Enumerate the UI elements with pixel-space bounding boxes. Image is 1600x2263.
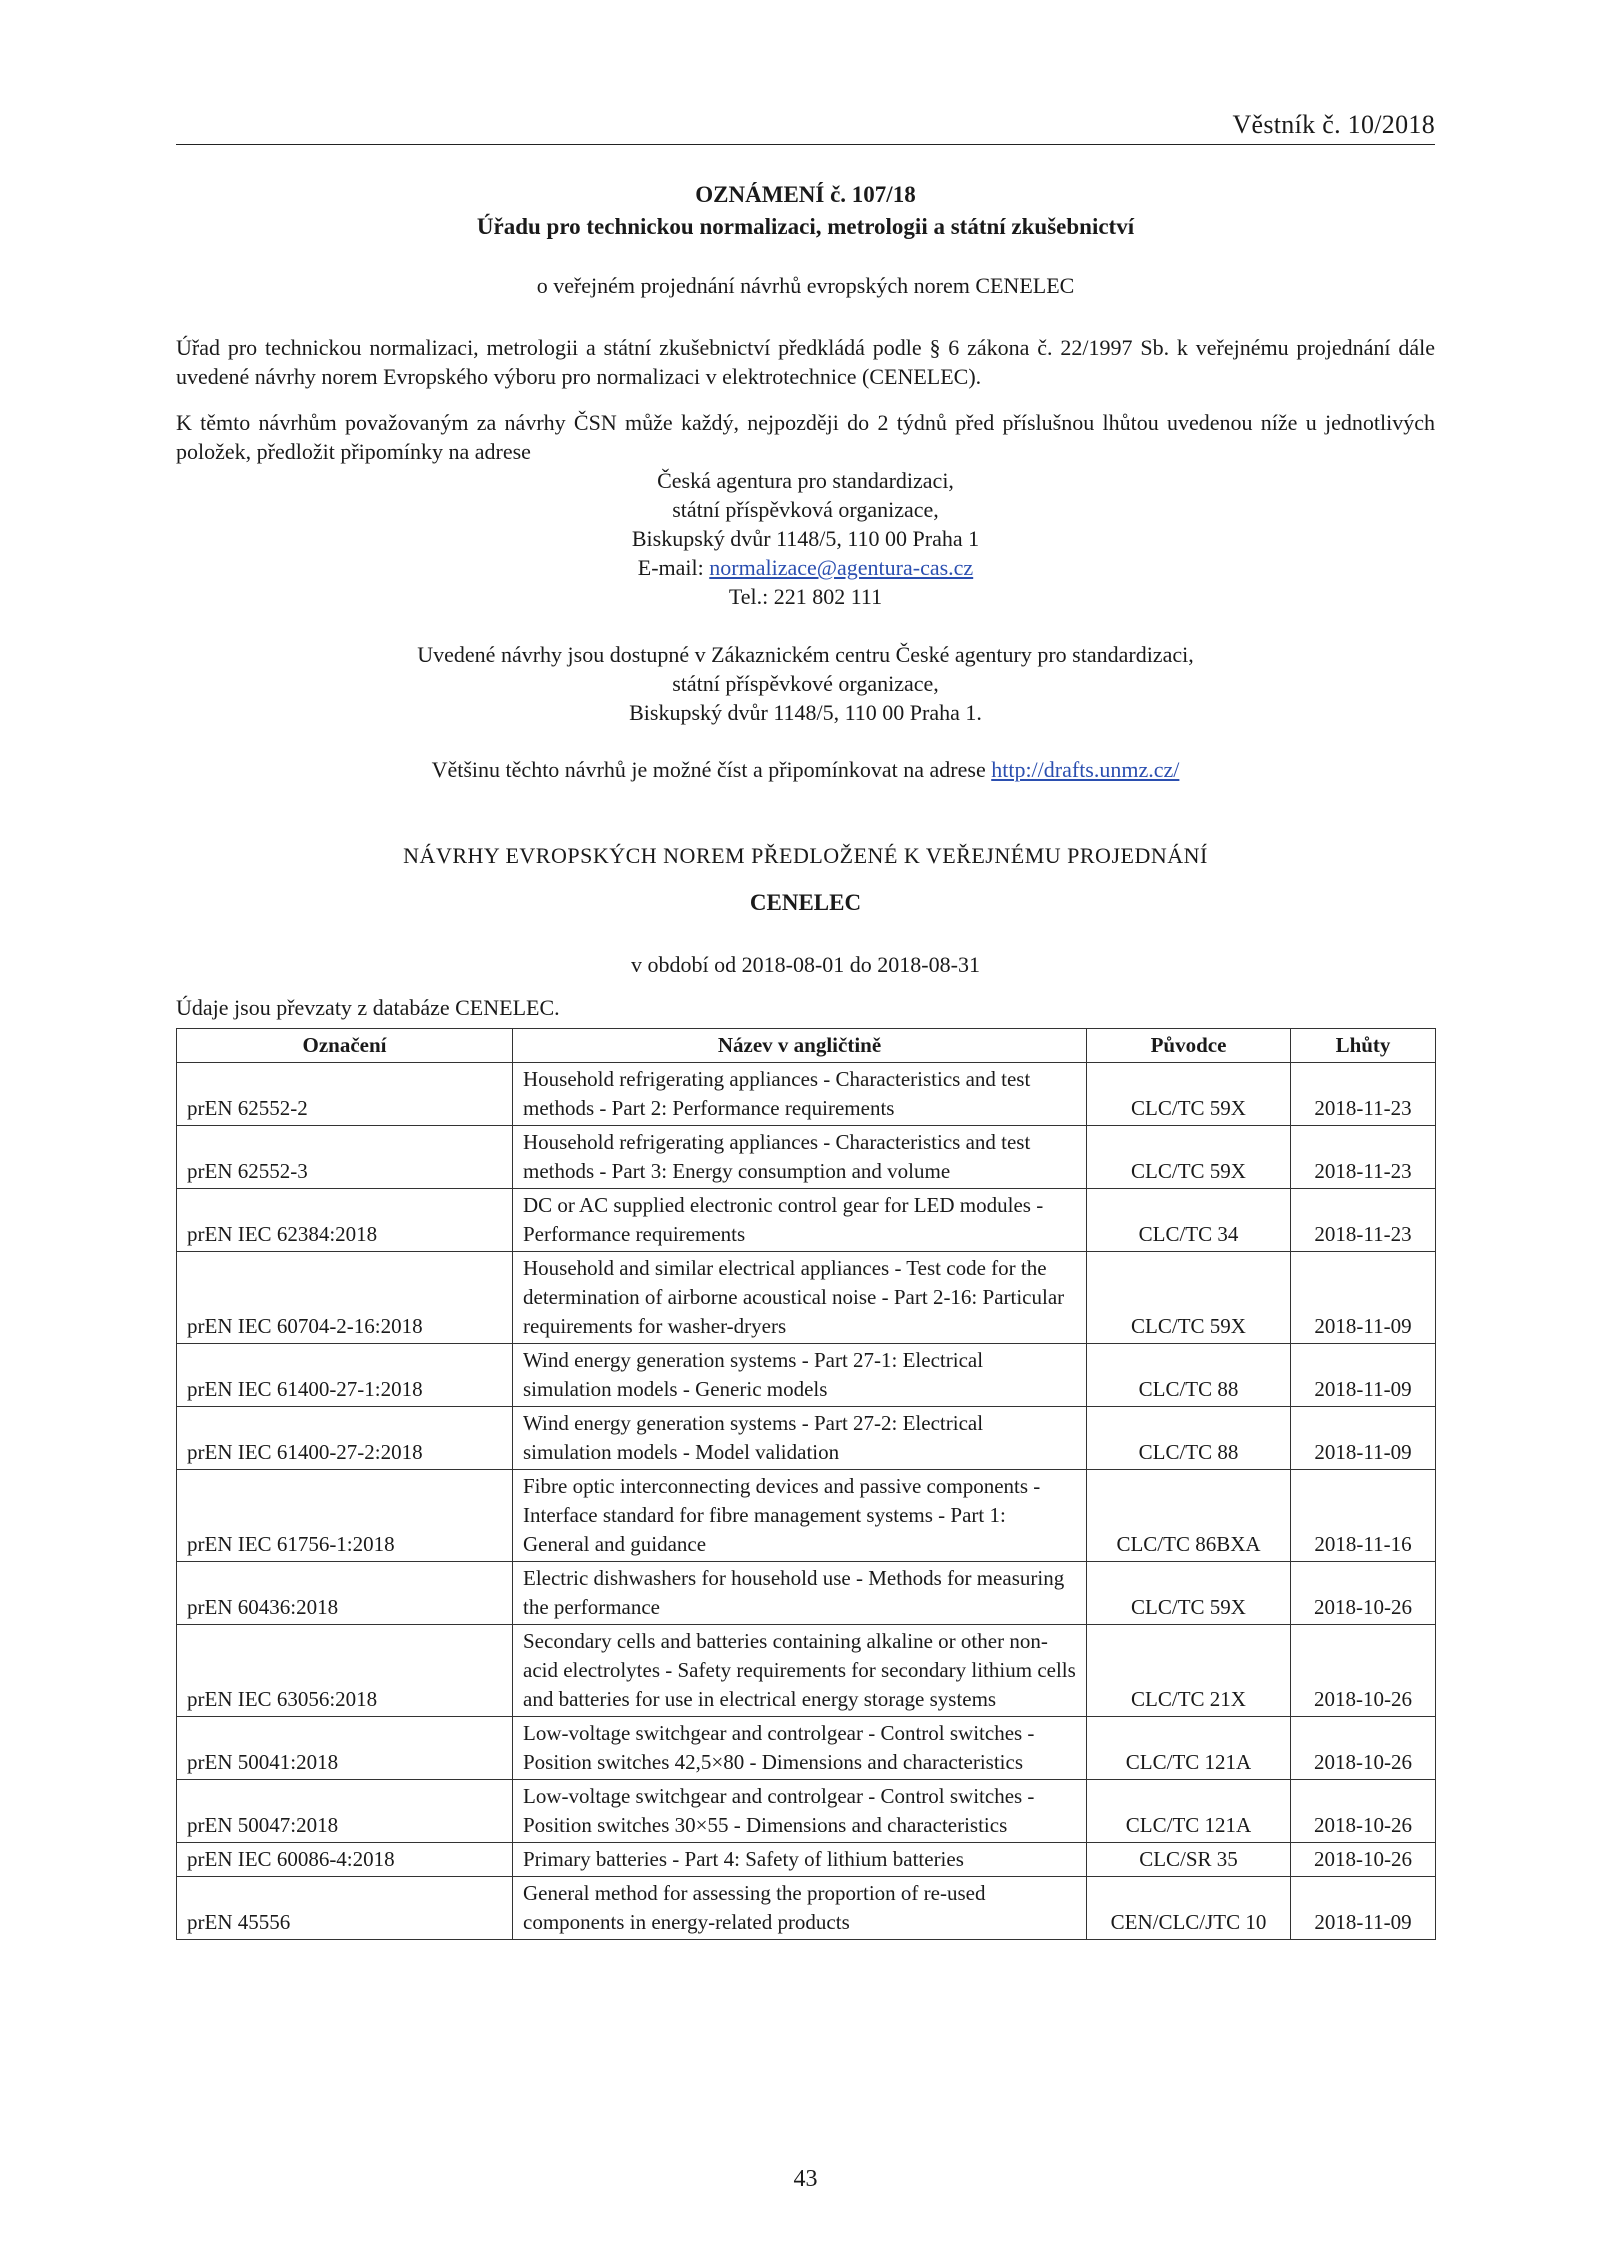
cell-deadline: 2018-11-09: [1291, 1344, 1436, 1407]
comment-address-block: [176, 466, 1435, 611]
cell-english-title: Primary batteries - Part 4: Safety of lithium batteries: [513, 1843, 1087, 1877]
cell-designation: prEN 50047:2018: [177, 1780, 513, 1843]
cell-designation: prEN 60436:2018: [177, 1562, 513, 1625]
cell-deadline: 2018-10-26: [1291, 1717, 1436, 1780]
cell-originator: CLC/TC 59X: [1087, 1063, 1291, 1126]
cell-deadline: 2018-10-26: [1291, 1625, 1436, 1717]
address-phone: Tel.: 221 802 111: [728, 584, 883, 609]
cell-designation: prEN IEC 61400-27-2:2018: [177, 1407, 513, 1470]
cell-designation: prEN IEC 60086-4:2018: [177, 1843, 513, 1877]
announcement-subject: o veřejném projednání návrhů evropských norem CENELEC: [536, 273, 1075, 298]
cell-english-title: Electric dishwashers for household use - Methods for measuring the performance: [513, 1562, 1087, 1625]
drafts-portal-note: [176, 757, 1435, 783]
cell-english-title: General method for assessing the proportion of re-used components in energy-related products: [513, 1877, 1087, 1940]
availability-line-3: Biskupský dvůr 1148/5, 110 00 Praha 1.: [629, 700, 982, 725]
cell-english-title: Household refrigerating appliances - Characteristics and test methods - Part 2: Performance requirements: [513, 1063, 1087, 1126]
cell-deadline: 2018-11-09: [1291, 1252, 1436, 1344]
cell-deadline: 2018-11-09: [1291, 1877, 1436, 1940]
draft-standards-table: [176, 1028, 1436, 1940]
column-header-english-title: Název v angličtině: [513, 1029, 1087, 1063]
table-row: [177, 1562, 1436, 1625]
email-label: E-mail:: [637, 555, 710, 580]
column-header-designation: Označení: [177, 1029, 513, 1063]
cell-deadline: 2018-11-16: [1291, 1470, 1436, 1562]
availability-block: [176, 640, 1435, 727]
table-row: [177, 1625, 1436, 1717]
cell-deadline: 2018-10-26: [1291, 1562, 1436, 1625]
cell-deadline: 2018-10-26: [1291, 1843, 1436, 1877]
cell-originator: CLC/SR 35: [1087, 1843, 1291, 1877]
section-title: NÁVRHY EVROPSKÝCH NOREM PŘEDLOŽENÉ K VEŘEJNÉMU PROJEDNÁNÍ: [403, 843, 1208, 868]
cell-originator: CLC/TC 59X: [1087, 1562, 1291, 1625]
journal-header-title: Věstník č. 10/2018: [1232, 110, 1435, 139]
table-row: [177, 1470, 1436, 1562]
column-header-originator: Původce: [1087, 1029, 1291, 1063]
table-row: [177, 1063, 1436, 1126]
cell-english-title: Household and similar electrical appliances - Test code for the determination of airborne acoustical noise - Part 2-16: Particular requirements for washer-dryers: [513, 1252, 1087, 1344]
cell-deadline: 2018-10-26: [1291, 1780, 1436, 1843]
table-header-row: [177, 1029, 1436, 1063]
cell-originator: CLC/TC 88: [1087, 1344, 1291, 1407]
address-line-2: státní příspěvková organizace,: [672, 497, 939, 522]
cell-deadline: 2018-11-23: [1291, 1126, 1436, 1189]
cell-english-title: Wind energy generation systems - Part 27-1: Electrical simulation models - Generic models: [513, 1344, 1087, 1407]
address-email-row: [176, 553, 1435, 582]
cell-designation: prEN 62552-2: [177, 1063, 513, 1126]
cell-english-title: DC or AC supplied electronic control gear for LED modules - Performance requirements: [513, 1189, 1087, 1252]
table-row: [177, 1843, 1436, 1877]
cell-originator: CLC/TC 86BXA: [1087, 1470, 1291, 1562]
drafts-portal-link[interactable]: http://drafts.unmz.cz/: [991, 757, 1180, 782]
cell-english-title: Low-voltage switchgear and controlgear - Control switches - Position switches 30×55 - Dimensions and characteristics: [513, 1780, 1087, 1843]
cell-designation: prEN 62552-3: [177, 1126, 513, 1189]
cell-originator: CLC/TC 88: [1087, 1407, 1291, 1470]
availability-line-1: Uvedené návrhy jsou dostupné v Zákaznickém centru České agentury pro standardizaci,: [417, 642, 1194, 667]
cell-designation: prEN 45556: [177, 1877, 513, 1940]
header-divider: [176, 144, 1435, 145]
address-line-3: Biskupský dvůr 1148/5, 110 00 Praha 1: [631, 526, 980, 551]
cell-originator: CLC/TC 121A: [1087, 1717, 1291, 1780]
table-row: [177, 1877, 1436, 1940]
cell-designation: prEN 50041:2018: [177, 1717, 513, 1780]
cell-english-title: Secondary cells and batteries containing alkaline or other non-acid electrolytes - Safety requirements for secondary lithium cells and batteries for use in electrical energy storage systems: [513, 1625, 1087, 1717]
table-row: [177, 1407, 1436, 1470]
cell-originator: CEN/CLC/JTC 10: [1087, 1877, 1291, 1940]
drafts-portal-text: Většinu těchto návrhů je možné číst a připomínkovat na adrese: [431, 757, 992, 782]
comments-paragraph: K těmto návrhům považovaným za návrhy ČSN může každý, nejpozději do 2 týdnů před příslušnou lhůtou uvedenou níže u jednotlivých položek, předložit připomínky na adrese: [176, 410, 1435, 464]
cell-english-title: Household refrigerating appliances - Characteristics and test methods - Part 3: Energy consumption and volume: [513, 1126, 1087, 1189]
cell-english-title: Fibre optic interconnecting devices and passive components - Interface standard for fibre management systems - Part 1: General and guidance: [513, 1470, 1087, 1562]
intro-paragraph: Úřad pro technickou normalizaci, metrologii a státní zkušebnictví předkládá podle § 6 zákona č. 22/1997 Sb. k veřejnému projednání dále uvedené návrhy norem Evropského výboru pro normalizaci v elektrotechnice (CENELEC).: [176, 335, 1435, 389]
table-row: [177, 1344, 1436, 1407]
column-header-deadline: Lhůty: [1291, 1029, 1436, 1063]
cell-designation: prEN IEC 62384:2018: [177, 1189, 513, 1252]
announcement-office: Úřadu pro technickou normalizaci, metrologii a státní zkušebnictví: [476, 214, 1135, 239]
cell-designation: prEN IEC 61756-1:2018: [177, 1470, 513, 1562]
organization-heading: CENELEC: [749, 890, 862, 915]
address-line-1: Česká agentura pro standardizaci,: [657, 468, 954, 493]
cell-originator: CLC/TC 59X: [1087, 1252, 1291, 1344]
cell-designation: prEN IEC 61400-27-1:2018: [177, 1344, 513, 1407]
cell-english-title: Wind energy generation systems - Part 27-2: Electrical simulation models - Model validation: [513, 1407, 1087, 1470]
cell-deadline: 2018-11-09: [1291, 1407, 1436, 1470]
cell-originator: CLC/TC 21X: [1087, 1625, 1291, 1717]
table-row: [177, 1780, 1436, 1843]
announcement-number: OZNÁMENÍ č. 107/18: [695, 182, 916, 207]
cell-designation: prEN IEC 63056:2018: [177, 1625, 513, 1717]
period-range: v období od 2018-08-01 do 2018-08-31: [631, 952, 980, 977]
table-row: [177, 1189, 1436, 1252]
page-number: 43: [793, 2166, 818, 2192]
cell-deadline: 2018-11-23: [1291, 1189, 1436, 1252]
table-row: [177, 1126, 1436, 1189]
cell-originator: CLC/TC 121A: [1087, 1780, 1291, 1843]
availability-line-2: státní příspěvkové organizace,: [672, 671, 939, 696]
table-row: [177, 1252, 1436, 1344]
cell-english-title: Low-voltage switchgear and controlgear - Control switches - Position switches 42,5×80 - Dimensions and characteristics: [513, 1717, 1087, 1780]
cell-designation: prEN IEC 60704-2-16:2018: [177, 1252, 513, 1344]
table-body: [177, 1063, 1436, 1940]
table-row: [177, 1717, 1436, 1780]
source-note: Údaje jsou převzaty z databáze CENELEC.: [176, 995, 560, 1020]
cell-originator: CLC/TC 59X: [1087, 1126, 1291, 1189]
cell-originator: CLC/TC 34: [1087, 1189, 1291, 1252]
cell-deadline: 2018-11-23: [1291, 1063, 1436, 1126]
email-link[interactable]: normalizace@agentura-cas.cz: [709, 555, 974, 580]
